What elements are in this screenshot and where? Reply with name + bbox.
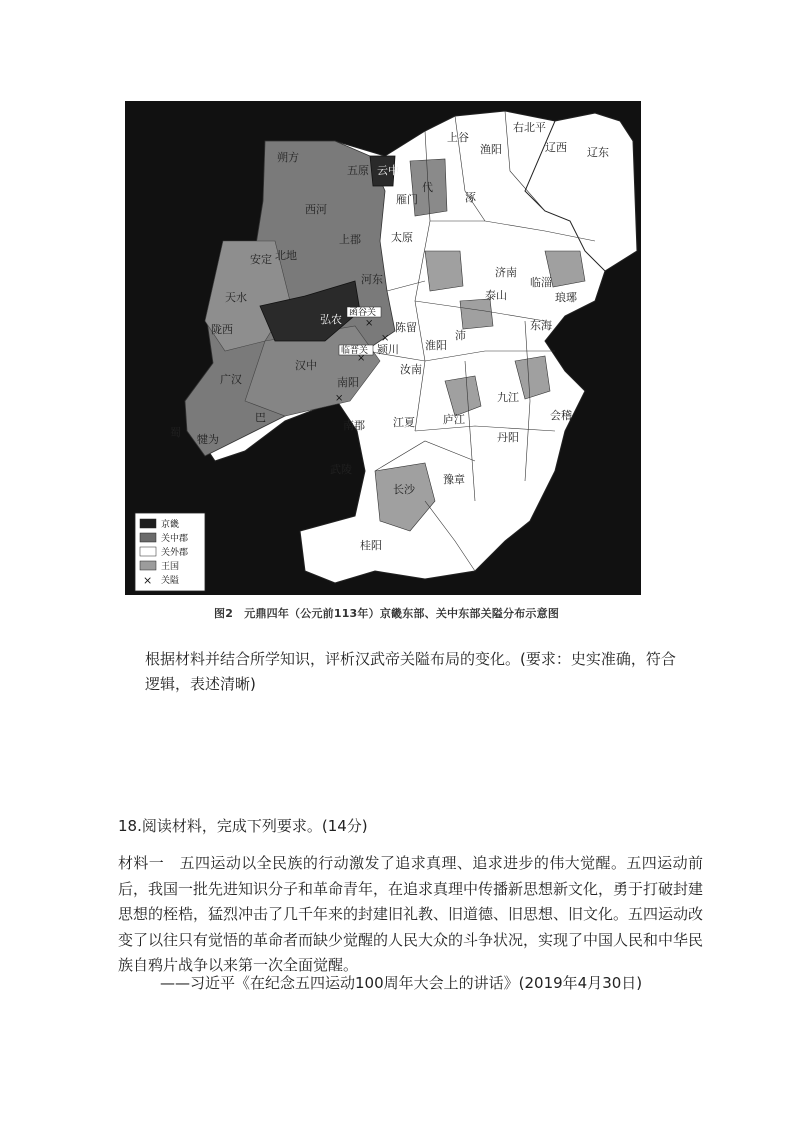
label-beidi: 北地 [275, 249, 297, 262]
legend-label-kingdom: 王国 [161, 562, 180, 572]
label-guanghan: 广汉 [220, 373, 242, 386]
label-nanyang: 南阳 [337, 376, 359, 389]
legend-swatch-kingdom [140, 561, 156, 570]
label-dai: 代 [422, 181, 433, 194]
label-runan: 汝南 [400, 363, 422, 376]
label-yunzhong: 云中 [377, 164, 399, 177]
map-svg [125, 101, 641, 595]
label-jiangxia: 江夏 [393, 416, 415, 429]
label-shang: 上郡 [339, 233, 361, 246]
label-yanmen: 雁门 [396, 193, 418, 206]
figure-caption: 图2 元鼎四年（公元前113年）京畿东部、关中东部关隘分布示意图 [214, 607, 560, 620]
kingdom-central [425, 251, 463, 291]
label-donghai: 东海 [530, 319, 552, 332]
label-hexi: 河东 [361, 273, 383, 286]
label-yingchuan: 颍川 [377, 343, 399, 356]
material-one-text: 材料一 五四运动以全民族的行动激发了追求真理、追求进步的伟大觉醒。五四运动前后，我国一批先进知识分子和革命青年，在追求真理中传播新思想新文化，勇于打破封建思想的桎梏，猛烈冲击了几千年来的封建旧礼教、旧道德、旧思想、旧文化。五四运动改变了以往只有觉悟的革命者而缺少觉醒的人民大众的斗争状况，实现了中国人民和中华民族自鸦片战争以来第一次全面觉醒。 [118, 854, 704, 974]
label-taiyuan: 太原 [391, 231, 413, 244]
pass-marker-3: × [335, 393, 344, 404]
label-shu: 蜀 [170, 426, 181, 439]
pass-marker-1: × [365, 318, 374, 329]
legend-label-guanzhong: 关中郡 [161, 534, 189, 544]
label-liaoxi: 辽西 [545, 141, 567, 154]
label-shanggu: 上谷 [447, 131, 469, 144]
label-zhuo: 涿 [465, 191, 476, 204]
label-hongnong: 弘农 [320, 313, 342, 326]
label-chenliu: 陈留 [395, 321, 417, 334]
pass-marker-4: × [381, 333, 390, 344]
label-youbeiping: 右北平 [513, 121, 546, 134]
legend-label-pass: 关隘 [161, 576, 180, 586]
label-xihe: 西河 [305, 203, 327, 216]
label-huaiyang: 淮阳 [425, 339, 447, 352]
legend-swatch-capital [140, 519, 156, 528]
label-longxi: 陇西 [211, 323, 233, 336]
label-linjinguan: 临晋关 [341, 346, 369, 356]
label-kuaiji: 会稽 [550, 409, 572, 422]
kingdom-center-2 [460, 299, 493, 329]
label-ba: 巴 [255, 411, 266, 424]
citation: ——习近平《在纪念五四运动100周年大会上的讲话》(2019年4月30日) [160, 974, 643, 992]
pass-marker-2: × [357, 353, 366, 364]
label-jiujiang: 九江 [497, 391, 519, 404]
label-hanguguan: 函谷关 [349, 308, 377, 318]
label-wuling: 武陵 [330, 463, 352, 476]
legend-pass-icon: × [143, 574, 153, 587]
legend-swatch-guanzhong [140, 533, 156, 542]
label-yuzhang: 豫章 [443, 473, 465, 486]
label-yuyang: 渔阳 [480, 143, 502, 156]
label-pei: 沛 [455, 329, 466, 342]
han-map-figure [125, 101, 641, 595]
label-taishan: 泰山 [485, 289, 507, 302]
label-linzhi: 临淄 [530, 276, 552, 289]
label-guiyang: 桂阳 [360, 539, 382, 552]
legend-label-guanwai: 关外郡 [161, 548, 189, 558]
label-liaodong: 辽东 [587, 146, 609, 159]
map-legend [135, 513, 205, 591]
label-anding: 安定 [250, 253, 272, 266]
label-tianshui: 天水 [225, 291, 247, 304]
label-jinan: 济南 [495, 266, 517, 279]
legend-swatch-guanwai [140, 547, 156, 556]
label-danyang: 丹阳 [497, 431, 519, 444]
question-18-heading: 18.阅读材料，完成下列要求。(14分) [118, 817, 368, 835]
label-langya: 琅琊 [555, 291, 577, 304]
label-shuofang: 朔方 [277, 151, 299, 164]
label-changsha: 长沙 [393, 483, 415, 496]
label-hanzhong: 汉中 [295, 359, 317, 372]
question-text: 根据材料并结合所学知识，评析汉武帝关隘布局的变化。(要求：史实准确，符合逻辑，表述清晰) [145, 650, 676, 693]
label-jianwei: 犍为 [197, 433, 219, 446]
label-lujiang: 庐江 [443, 413, 465, 426]
label-wuyuan: 五原 [347, 164, 369, 177]
label-nanjun: 南郡 [343, 419, 365, 432]
legend-label-capital: 京畿 [161, 520, 180, 530]
